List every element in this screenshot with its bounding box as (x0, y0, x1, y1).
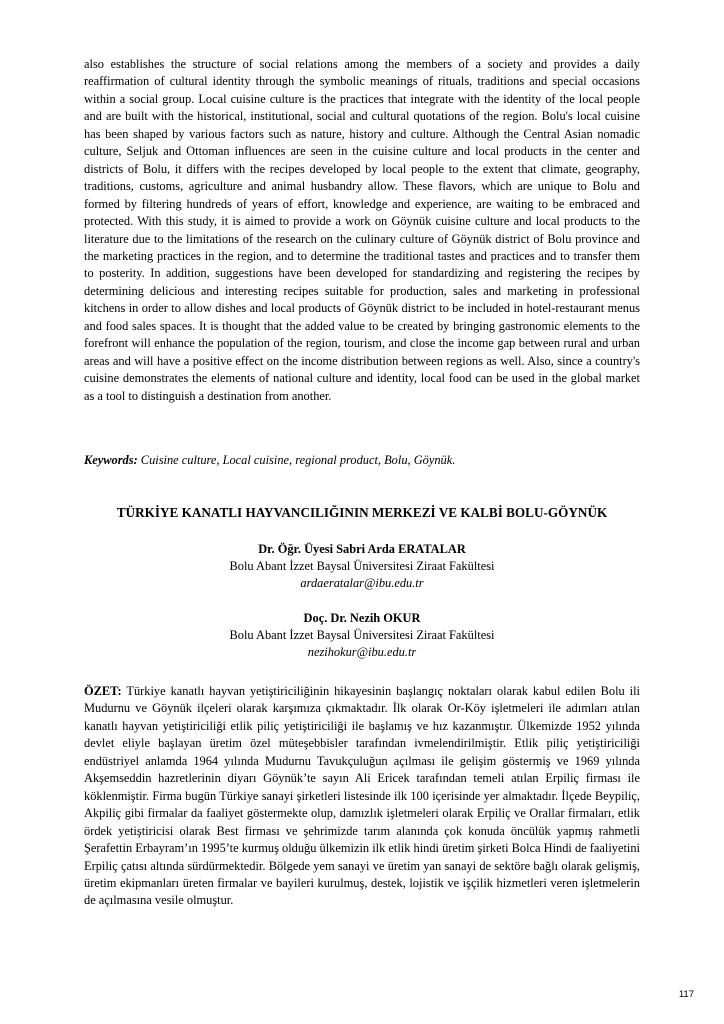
turkish-abstract (84, 683, 640, 910)
author-block (84, 610, 640, 662)
keywords-text: Cuisine culture, Local cuisine, regional product, Bolu, Göynük. (137, 453, 456, 467)
english-abstract-text: also establishes the structure of social relations among the members of a society and provides a daily reaffirmation of cultural identity through the symbolic meanings of rituals, traditions and special occasions within a social group. Local cuisine culture is the practices that integrate with the identity of the local people and are built with the historical, institutional, social and cultural quotations of the region. Bolu's local cuisine has been shaped by various factors such as nature, history and culture. Although the Central Asian nomadic culture, Seljuk and Ottoman influences are seen in the cuisine culture and local products in the center and districts of Bolu, it differs with the recipes developed by local people to the extent that climate, geography, traditions, customs, agriculture and animal husbandry allow. These flavors, which are unique to Bolu and formed by filtering hundreds of years of effort, knowledge and experience, are waiting to be embraced and protected. With this study, it is aimed to provide a work on Göynük cuisine culture and local products to the literature due to the limitations of the research on the culinary culture of Göynük district of Bolu province and the marketing practices in the region, and to determine the traditional tastes and practices and to transfer them to posterity. In addition, suggestions have been developed for standardizing and registering the recipes by determining delicious and interesting recipes suitable for production, sales and marketing in professional kitchens in order to allow dishes and local products of Göynük district to be included in hotel-restaurant menus and food sales spaces. It is thought that the added value to be created by bringing gastronomic elements to the forefront will enhance the population of the region, tourism, and close the income gap between rural and urban areas and will have a positive effect on the income distribution between regions as well. Also, since a country's cuisine demonstrates the elements of national culture and identity, local food can be used in the global market as a tool to distinguish a destination from another. (84, 57, 640, 403)
ozet-text: Türkiye kanatlı hayvan yetiştiriciliğinin hikayesinin başlangıç noktaları olarak kabul edilen Bolu ili Mudurnu ve Göynük ilçeleri olarak karşımıza çıkmaktadır. İlk olarak Or-Köy işletmeleri ile adımları atılan kanatlı hayvan yetiştiriciliği etlik piliç yetiştiriciliği ile başlamış ve hız kazanmıştır. Ülkemizde 1952 yılında devlet eliyle başlayan üretim özel müteşebbisler tarafından ivmelendirilmiştir. Etlik piliç yetiştiriciliği endüstriyel anlamda 1964 yılında Mudurnu Tavukçuluğun açılması ile gelişim göstermiş ve 1969 yılında Akşemseddin hazretlerinin diyarı Göynük’te sayın Ali Ericek tarafından temeli atılan Erpiliç firması ile köklenmiştir. Firma bugün Türkiye sanayi şirketleri listesinde ilk 100 içerisinde yer almaktadır. İlçede Beypiliç, Akpiliç gibi firmalar da faaliyet göstermekte olup, damızlık işletmeleri olarak Erpiliç ve Orallar firmaları, etlik ördek yetiştiricisi olarak Best firması ve şehrimizde tarım alanında çok konuda öncülük yapmış rahmetli Şerafettin Erbayram’ın 1995’te kurmuş olduğu ülkemizin ilk etlik hindi üretim şirketi Bolca Hindi de faaliyetini Erpiliç çatısı altında sürdürmektedir. Bölgede yem sanayi ve üretim yan sanayi de sektöre bağlı olarak gelişmiş, üretim ekipmanları üreten firmalar ve bayileri kurulmuş, destek, lojistik ve işçilik hizmetleri veren işletmelerin de açılmasına vesile olmuştur. (84, 684, 640, 908)
keywords (84, 452, 640, 469)
author-block (84, 541, 640, 593)
author-email: nezihokur@ibu.edu.tr (307, 645, 417, 660)
keywords-label: Keywords: (84, 453, 138, 467)
paper-title: TÜRKİYE KANATLI HAYVANCILIĞININ MERKEZİ VE KALBİ BOLU-GÖYNÜK (116, 505, 608, 520)
author-email: ardaeratalar@ibu.edu.tr (300, 576, 424, 591)
page-number: 117 (678, 989, 694, 1000)
author-affiliation: Bolu Abant İzzet Baysal Üniversitesi Ziraat Fakültesi (229, 559, 495, 574)
author-affiliation: Bolu Abant İzzet Baysal Üniversitesi Ziraat Fakültesi (229, 628, 495, 643)
author-name: Doç. Dr. Nezih OKUR (303, 611, 421, 625)
ozet-label: ÖZET: (84, 684, 122, 698)
author-name: Dr. Öğr. Üyesi Sabri Arda ERATALAR (258, 542, 466, 556)
